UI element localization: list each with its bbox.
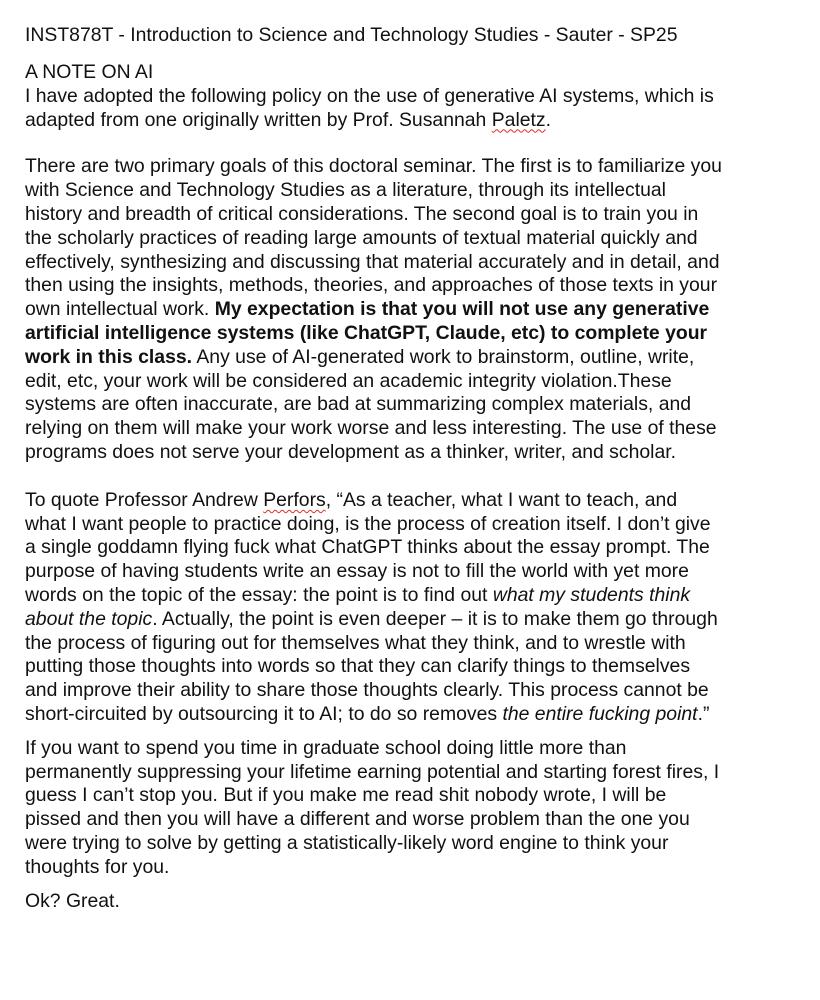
goals-line-1: There are two primary goals of this doctoral seminar. The first is to familiarize you: [25, 155, 722, 178]
goals-line-5: effectively, synthesizing and discussing that material accurately and in detail, and: [25, 250, 720, 273]
goals-line-8: [25, 322, 795, 346]
quote-text: words on the topic of the essay: the point is to find out: [25, 583, 493, 606]
quote-line-2: what I want people to practice doing, is the process of creation itself. I don’t give: [25, 512, 711, 535]
spellcheck-word-paletz[interactable]: Paletz: [491, 108, 546, 131]
course-header: INST878T - Introduction to Science and Technology Studies - Sauter - SP25: [25, 24, 678, 46]
expectation-bold-3: work in this class.: [25, 345, 193, 368]
section-title: A NOTE ON AI: [25, 61, 154, 83]
quote-italic-3: the entire fucking point: [502, 702, 698, 725]
quote-line-10: [25, 703, 795, 727]
intro-line-2: [25, 109, 795, 133]
quote-text-start: , “As a teacher, what I want to teach, and: [325, 488, 678, 511]
goals-line-13: programs does not serve your development as a thinker, writer, and scholar.: [25, 440, 677, 463]
quote-close: .”: [697, 702, 710, 725]
quote-line-7: the process of figuring out for themselves what they think, and to wrestle with: [25, 631, 686, 654]
intro-paragraph: [25, 85, 795, 133]
quote-line-3: a single goddamn flying fuck what ChatGPT thinks about the essay prompt. The: [25, 536, 710, 559]
intro-period: .: [545, 108, 552, 131]
goals-line-6: then using the insights, methods, theories, and approaches of those texts in your: [25, 274, 718, 297]
quote-line-9: and improve their ability to share those thoughts clearly. This process cannot be: [25, 679, 709, 702]
goals-line-9: [25, 346, 795, 370]
expectation-bold-1: My expectation is that you will not use any generative: [214, 298, 710, 321]
goals-line-4: the scholarly practices of reading large amounts of textual material quickly and: [25, 226, 698, 249]
quote-paragraph: [25, 489, 795, 727]
consequences-line-5: were trying to solve by getting a statistically-likely word engine to think your: [25, 831, 669, 854]
consequences-line-4: pissed and then you will have a different and worse problem than the one you: [25, 808, 690, 831]
goals-line-11: systems are often inaccurate, are bad at summarizing complex materials, and: [25, 393, 692, 416]
quote-text-continued: . Actually, the point is even deeper – it is to make them go through: [152, 607, 718, 630]
quote-line-8: putting those thoughts into words so that they can clarify things to themselves: [25, 655, 691, 678]
consequences-paragraph: [25, 737, 795, 880]
consequences-line-2: permanently suppressing your lifetime earning potential and starting forest fires, I: [25, 760, 720, 783]
quote-line-1: [25, 489, 795, 513]
quote-line-4: purpose of having students write an essay is not to fill the world with yet more: [25, 560, 689, 583]
expectation-bold-2: artificial intelligence systems (like ChatGPT, Claude, etc) to complete your: [25, 321, 708, 344]
intro-line-1: I have adopted the following policy on the use of generative AI systems, which is: [25, 84, 714, 107]
intro-text: adapted from one originally written by Prof. Susannah: [25, 108, 492, 131]
consequences-line-3: guess I can’t stop you. But if you make me read shit nobody wrote, I will be: [25, 784, 667, 807]
goals-text-continued: Any use of AI-generated work to brainstorm, outline, write,: [192, 345, 695, 368]
document-page: [25, 20, 795, 913]
goals-line-3: history and breadth of critical considerations. The second goal is to train you in: [25, 202, 699, 225]
goals-line-10: edit, etc, your work will be considered an academic integrity violation.These: [25, 369, 672, 392]
goals-line-2: with Science and Technology Studies as a literature, through its intellectual: [25, 179, 666, 202]
consequences-line-1: If you want to spend you time in graduate school doing little more than: [25, 736, 627, 759]
spellcheck-word-perfors[interactable]: Perfors: [263, 488, 326, 511]
goals-line-12: relying on them will make your work worse and less interesting. The use of these: [25, 417, 717, 440]
closing-line: Ok? Great.: [25, 889, 120, 912]
goals-line-7: [25, 298, 795, 322]
goals-text: own intellectual work.: [25, 298, 215, 321]
quote-text-end: short-circuited by outsourcing it to AI; to do so removes: [25, 702, 503, 725]
quote-line-6: [25, 608, 795, 632]
quote-italic-1: what my students think: [492, 583, 691, 606]
quote-intro-text: To quote Professor Andrew: [25, 488, 264, 511]
goals-paragraph: [25, 155, 795, 464]
quote-italic-2: about the topic: [25, 607, 153, 630]
quote-line-5: [25, 584, 795, 608]
consequences-line-6: thoughts for you.: [25, 855, 170, 878]
